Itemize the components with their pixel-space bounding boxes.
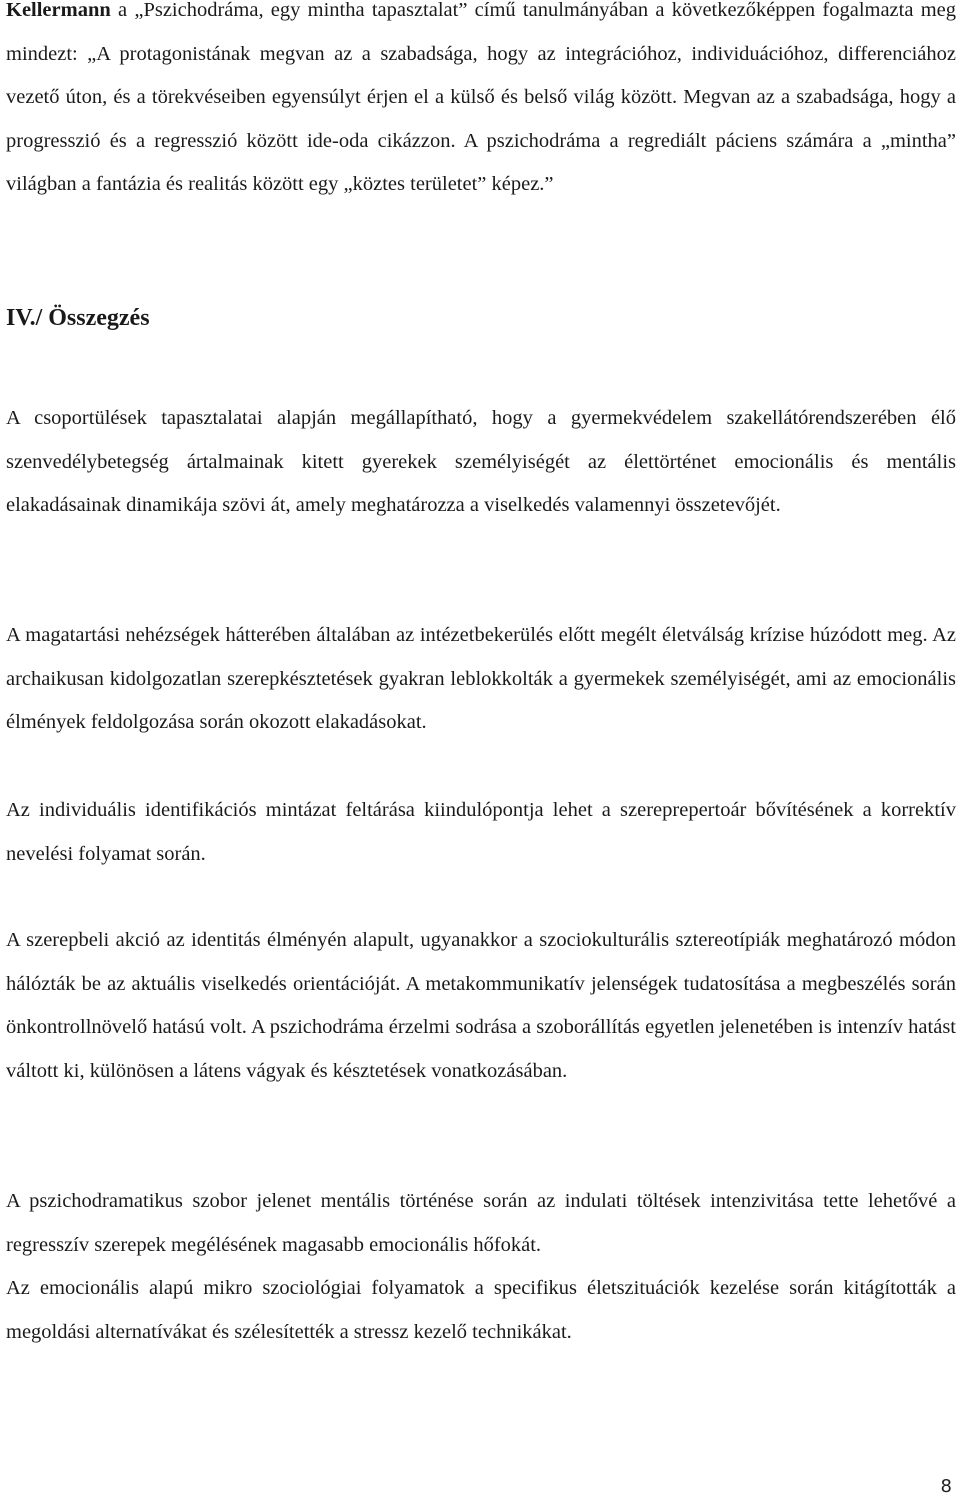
author-name: Kellermann xyxy=(6,0,111,21)
summary-paragraph-3: Az individuális identifikációs mintázat feltárása kiindulópontja lehet a szereprepertoár bővítésének a korrektív nevelési folyamat során. xyxy=(6,799,956,865)
document-page xyxy=(6,0,956,1343)
section-heading: IV./ Összegzés xyxy=(6,305,150,331)
summary-paragraph-2: A magatartási nehézségek hátterében általában az intézetbekerülés előtt megélt életválság krízise húzódott meg. Az archaikusan kidolgozatlan szerepkésztetések gyakran leblokkolták a gyermekek személyiségét, ami az emocionális élmények feldolgozása során okozott elakadásokat. xyxy=(6,624,956,733)
page-number: 8 xyxy=(940,1476,952,1497)
intro-paragraph xyxy=(6,0,956,207)
intro-text: a „Pszichodráma, egy mintha tapasztalat” című tanulmányában a következőképpen fogalmazta meg mindezt: „A protagonistának megvan az a szabadsága, hogy az integrációhoz, individuációhoz, differenciához vezető úton, és a törekvéseiben egyensúlyt érjen el a külső és belső világ között. Megvan az a szabadsága, hogy a progresszió és a regresszió között ide-oda cikázzon. A pszichodráma a regrediált páciens számára a „mintha” világban a fantázia és realitás között egy „köztes területet” képez.” xyxy=(6,0,956,195)
summary-paragraph-6: Az emocionális alapú mikro szociológiai folyamatok a specifikus életszituációk kezelése során kitágították a megoldási alternatívákat és szélesítették a stressz kezelő technikákat. xyxy=(6,1277,956,1343)
summary-paragraph-4: A szerepbeli akció az identitás élményén alapult, ugyanakkor a szociokulturális sztereotípiák meghatározó módon hálózták be az aktuális viselkedés orientációját. A metakommunikatív jelenségek tudatosítása a megbeszélés során önkontrollnövelő hatású volt. A pszichodráma érzelmi sodrása a szoborállítás egyetlen jelenetében is intenzív hatást váltott ki, különösen a látens vágyak és késztetések vonatkozásában. xyxy=(6,929,956,1082)
summary-paragraph-1: A csoportülések tapasztalatai alapján megállapítható, hogy a gyermekvédelem szakellátórendszerében élő szenvedélybetegség ártalmainak kitett gyerekek személyiségét az élettörténet emocionális és mentális elakadásainak dinamikája szövi át, amely meghatározza a viselkedés valamennyi összetevőjét. xyxy=(6,407,956,516)
summary-paragraph-5: A pszichodramatikus szobor jelenet mentális történése során az indulati töltések intenzivitása tette lehetővé a regresszív szerepek megélésének magasabb emocionális hőfokát. xyxy=(6,1190,956,1256)
